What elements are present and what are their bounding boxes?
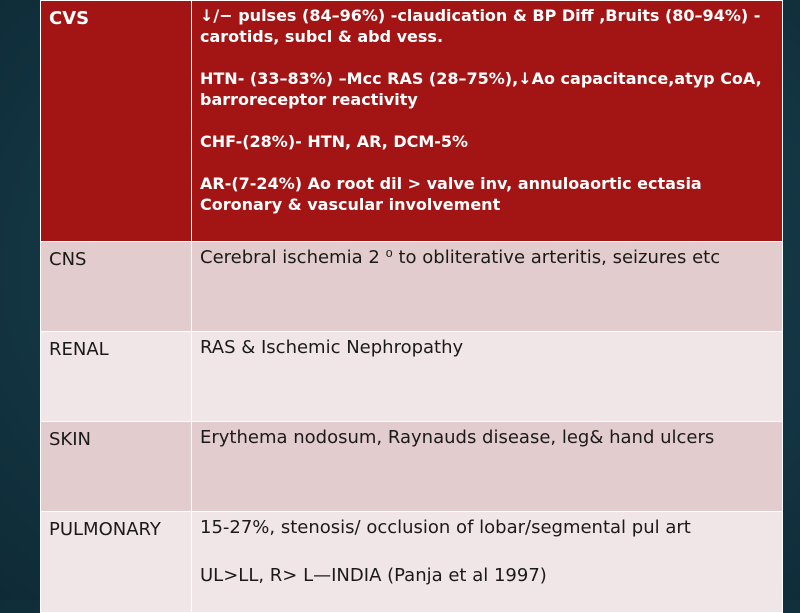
cvs-htn-text: HTN- (33–83%) –Mcc RAS (28–75%),↓Ao capacitance,atyp CoA, barroreceptor reactivity bbox=[200, 69, 762, 109]
table-row-cvs bbox=[41, 1, 783, 242]
row-label: RENAL bbox=[49, 339, 109, 360]
pulmonary-text-1: 15-27%, stenosis/ occlusion of lobar/segmental pul art bbox=[200, 517, 691, 538]
organ-involvement-table bbox=[40, 0, 783, 613]
row-label: CVS bbox=[49, 8, 90, 29]
row-label-cell bbox=[41, 512, 192, 613]
pulmonary-text-2: UL>LL, R> L—INDIA (Panja et al 1997) bbox=[200, 565, 547, 586]
row-detail-cell bbox=[192, 242, 783, 332]
row-detail-cell bbox=[192, 422, 783, 512]
cvs-chf-text: CHF-(28%)- HTN, AR, DCM-5% bbox=[200, 132, 469, 151]
cvs-pulses-text: ↓/− pulses (84–96%) -claudication & BP Diff ,Bruits (80–94%) -carotids, subcl & abd vess. bbox=[200, 6, 761, 46]
row-detail-cell bbox=[192, 1, 783, 242]
cvs-ar-text: AR-(7-24%) Ao root dil > valve inv, annuloaortic ectasia Coronary & vascular involvement bbox=[200, 174, 702, 214]
table-row-renal bbox=[41, 332, 783, 422]
row-label-cell bbox=[41, 1, 192, 242]
skin-text: Erythema nodosum, Raynauds disease, leg& hand ulcers bbox=[200, 427, 715, 448]
row-label-cell bbox=[41, 242, 192, 332]
table-row-pulmonary bbox=[41, 512, 783, 613]
row-detail-cell bbox=[192, 332, 783, 422]
cns-text: Cerebral ischemia 2 ⁰ to obliterative arteritis, seizures etc bbox=[200, 247, 721, 268]
row-label-cell bbox=[41, 332, 192, 422]
row-detail-cell bbox=[192, 512, 783, 613]
row-label-cell bbox=[41, 422, 192, 512]
renal-text: RAS & Ischemic Nephropathy bbox=[200, 337, 464, 358]
row-label: PULMONARY bbox=[49, 519, 161, 540]
row-label: SKIN bbox=[49, 429, 92, 450]
table-row-skin bbox=[41, 422, 783, 512]
table-row-cns bbox=[41, 242, 783, 332]
row-label: CNS bbox=[49, 249, 87, 270]
